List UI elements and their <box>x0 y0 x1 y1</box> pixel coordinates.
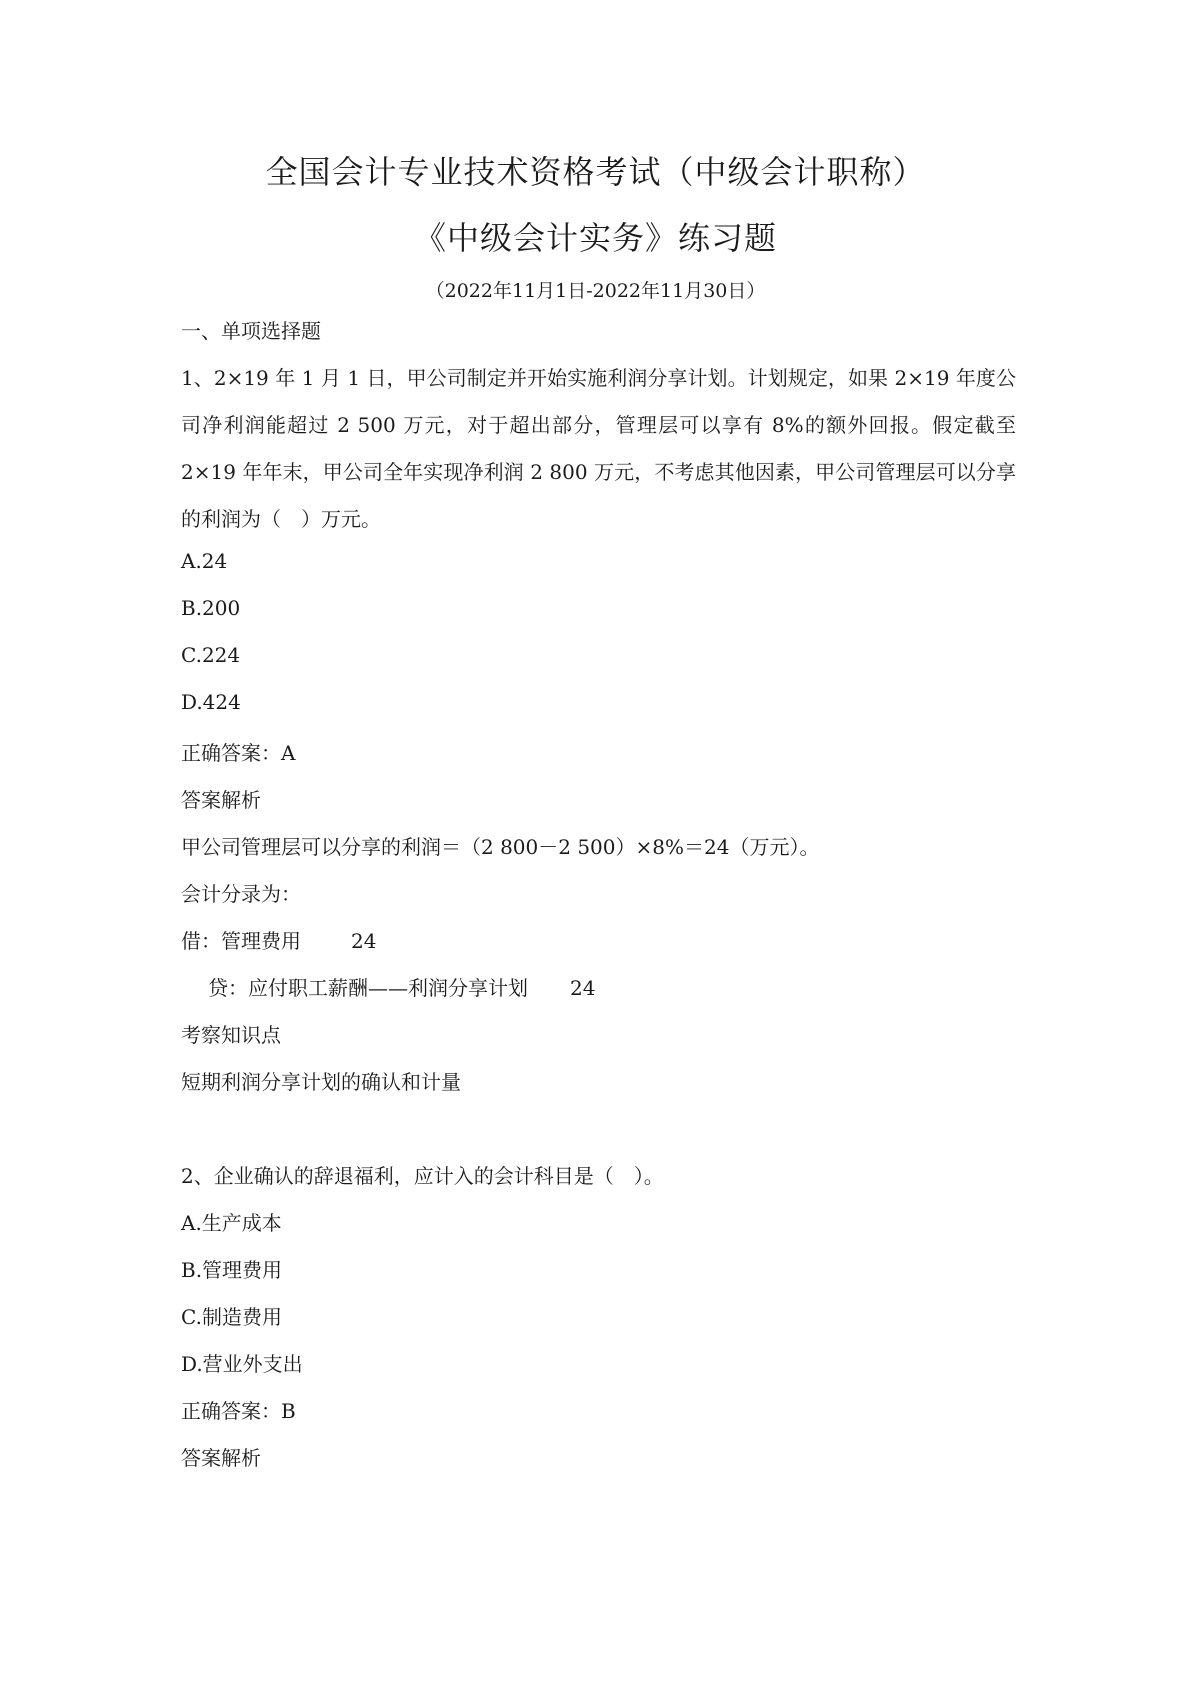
question-1-answer: 正确答案：A <box>181 741 296 765</box>
question-2-option-a: A.生产成本 <box>181 1211 282 1235</box>
question-1-stem: 1、2×19 年 1 月 1 日，甲公司制定并开始实施利润分享计划。计划规定，如果 2×19 年度公司净利润能超过 2 500 万元，对于超出部分，管理层可以享有 8%的额外回报。假定截至 2×19 年年末，甲公司全年实现净利润 2 800 万元，不考虑其他因素，甲公司管理层可以分享的利润为（ ）万元。 <box>181 366 1016 531</box>
question-2-option-d: D.营业外支出 <box>181 1352 303 1376</box>
journal-debit-line <box>181 925 376 954</box>
question-2-answer: 正确答案：B <box>181 1399 296 1423</box>
section-heading: 一、单项选择题 <box>181 319 321 343</box>
question-1-option-b: B.200 <box>181 596 241 620</box>
question-1-option-c: C.224 <box>181 643 241 667</box>
question-1-analysis-label: 答案解析 <box>181 788 261 812</box>
question-1-option-a: A.24 <box>181 549 228 573</box>
question-2-stem: 2、企业确认的辞退福利，应计入的会计科目是（ ）。 <box>181 1164 664 1188</box>
debit-amount: 24 <box>351 929 377 953</box>
question-2-option-c: C.制造费用 <box>181 1305 282 1329</box>
question-1-knowledge-label: 考察知识点 <box>181 1023 281 1047</box>
document-subtitle: 《中级会计实务》练习题 <box>413 219 777 257</box>
document-title: 全国会计专业技术资格考试（中级会计职称） <box>265 153 926 191</box>
debit-account: 借：管理费用 <box>181 929 301 953</box>
question-1-analysis-text: 甲公司管理层可以分享的利润＝（2 800－2 500）×8%＝24（万元）。 <box>181 835 820 859</box>
question-2-option-b: B.管理费用 <box>181 1258 283 1282</box>
journal-credit-line <box>208 972 595 1001</box>
date-range: （2022年11月1日-2022年11月30日） <box>425 280 766 302</box>
credit-account: 贷：应付职工薪酬——利润分享计划 <box>208 976 528 1000</box>
question-1-option-d: D.424 <box>181 690 241 714</box>
question-1-entry-label: 会计分录为： <box>181 882 301 906</box>
question-2-analysis-label: 答案解析 <box>181 1446 261 1470</box>
credit-amount: 24 <box>570 976 596 1000</box>
question-1-knowledge-text: 短期利润分享计划的确认和计量 <box>181 1070 461 1094</box>
